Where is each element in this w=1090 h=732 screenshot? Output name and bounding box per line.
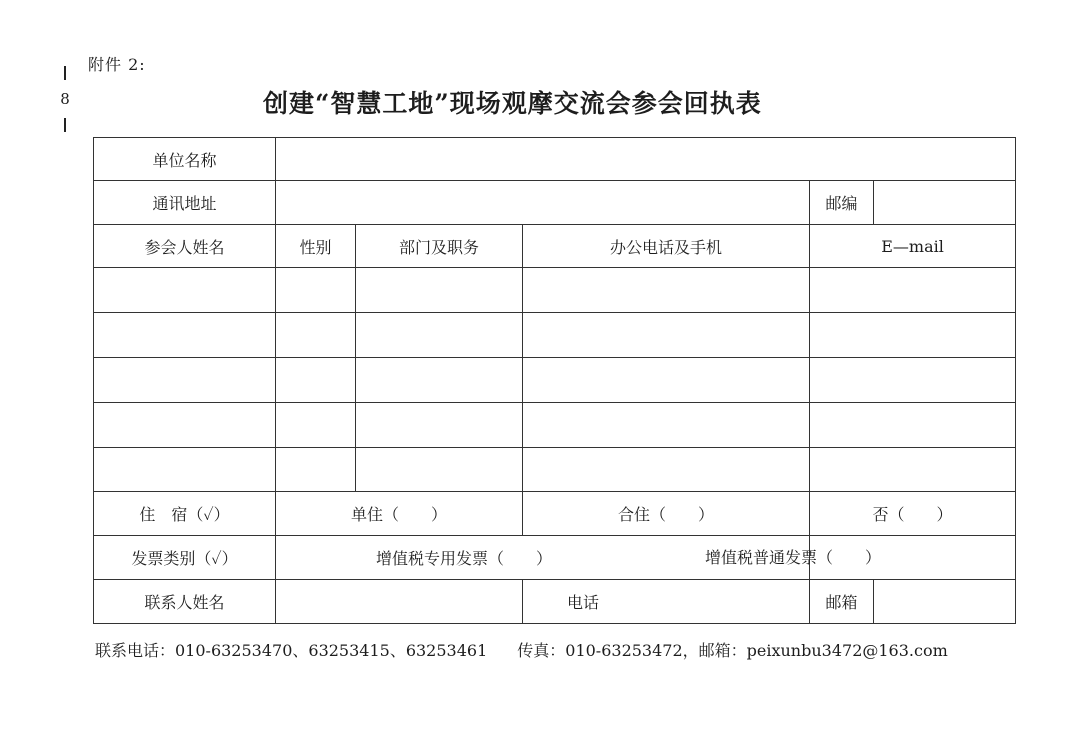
accommodation-none-option[interactable]: 否（ ） [810, 492, 1016, 536]
attendee-email-cell[interactable] [810, 448, 1016, 492]
contact-name-field[interactable] [276, 580, 523, 624]
attendee-phone-cell[interactable] [523, 403, 810, 448]
attendee-email-cell[interactable] [810, 268, 1016, 313]
attendee-email-cell[interactable] [810, 358, 1016, 403]
form-title: 创建“智慧工地”现场观摩交流会参会回执表 [263, 89, 762, 118]
contact-email-label: 邮箱 [810, 580, 874, 624]
page-number-marker [56, 66, 74, 136]
attendee-phone-cell[interactable] [523, 268, 810, 313]
attendee-dept-cell[interactable] [356, 403, 523, 448]
header-name: 参会人姓名 [94, 225, 276, 268]
footer-fax-email: 传真：010-63253472，邮箱：peixunbu3472@163.com [517, 641, 948, 660]
attendee-name-cell[interactable] [94, 358, 276, 403]
attendee-dept-cell[interactable] [356, 313, 523, 358]
attendee-name-cell[interactable] [94, 313, 276, 358]
attendee-row [94, 448, 1016, 492]
invoice-label: 发票类别（✓） [94, 536, 276, 580]
address-field[interactable] [276, 181, 810, 225]
contact-email-field[interactable] [874, 580, 1016, 624]
address-label: 通讯地址 [94, 181, 276, 225]
attendee-row [94, 268, 1016, 313]
attendee-dept-cell[interactable] [356, 448, 523, 492]
page-number: 8 [60, 90, 70, 108]
attendee-row [94, 358, 1016, 403]
invoice-special-option[interactable]: 增值税专用发票（ ） [276, 536, 810, 580]
accommodation-single-option[interactable]: 单住（ ） [276, 492, 523, 536]
invoice-ordinary-option-label[interactable]: 增值税普通发票（ ） [705, 547, 882, 567]
attachment-label: 附件 2: [88, 55, 146, 74]
attendee-gender-cell[interactable] [276, 403, 356, 448]
unit-name-label: 单位名称 [94, 138, 276, 181]
page-marker-dash-top [64, 66, 66, 80]
attendee-gender-cell[interactable] [276, 268, 356, 313]
attendee-gender-cell[interactable] [276, 358, 356, 403]
attendee-email-cell[interactable] [810, 403, 1016, 448]
attendee-dept-cell[interactable] [356, 358, 523, 403]
attendee-email-cell[interactable] [810, 313, 1016, 358]
postcode-field[interactable] [874, 181, 1016, 225]
header-phone: 办公电话及手机 [523, 225, 810, 268]
accommodation-row [94, 492, 1016, 536]
attendee-gender-cell[interactable] [276, 313, 356, 358]
unit-name-field[interactable] [276, 138, 1016, 181]
footer-contact-info [95, 638, 948, 661]
page-marker-dash-bottom [64, 118, 66, 132]
postcode-label: 邮编 [810, 181, 874, 225]
accommodation-label: 住 宿（✓） [94, 492, 276, 536]
contact-row [94, 580, 1016, 624]
attendee-dept-cell[interactable] [356, 268, 523, 313]
contact-phone-block [523, 580, 810, 624]
header-email: E—mail [810, 225, 1016, 268]
attendee-name-cell[interactable] [94, 403, 276, 448]
attendee-header-row [94, 225, 1016, 268]
attendee-phone-cell[interactable] [523, 313, 810, 358]
attendee-gender-cell[interactable] [276, 448, 356, 492]
contact-phone-label: 电话 [566, 593, 599, 612]
accommodation-shared-option[interactable]: 合住（ ） [523, 492, 810, 536]
header-dept-position: 部门及职务 [356, 225, 523, 268]
footer-contact-phone: 联系电话：010-63253470、63253415、63253461 [95, 641, 488, 660]
attendee-phone-cell[interactable] [523, 448, 810, 492]
unit-name-row [94, 138, 1016, 181]
attendee-row [94, 313, 1016, 358]
attendee-name-cell[interactable] [94, 268, 276, 313]
attendee-row [94, 403, 1016, 448]
attendee-phone-cell[interactable] [523, 358, 810, 403]
contact-name-label: 联系人姓名 [94, 580, 276, 624]
header-gender: 性别 [276, 225, 356, 268]
attendee-name-cell[interactable] [94, 448, 276, 492]
address-row [94, 181, 1016, 225]
